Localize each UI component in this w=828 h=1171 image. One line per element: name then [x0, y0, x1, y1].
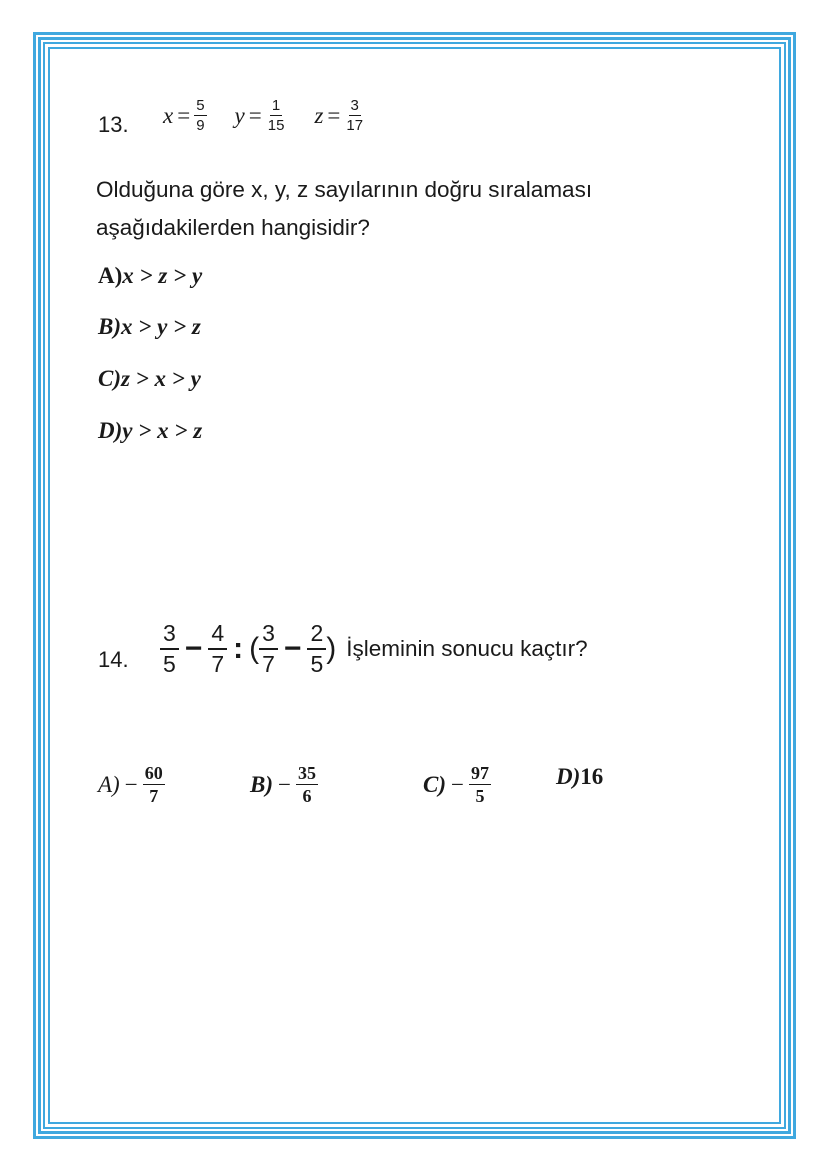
q13-var-x: x [163, 102, 174, 128]
q13-option-b[interactable]: B)x > y > z [98, 314, 201, 339]
q14-op-minus-1: − [184, 632, 203, 665]
q13-question-text: Olduğuna göre x, y, z sayılarının doğru sıralaması aşağıdakilerden hangisidir? [96, 177, 593, 240]
q14-expression [160, 622, 588, 676]
q13-frac-x: $\frac{5}{9}$ [196, 97, 205, 134]
q14-answer-d[interactable]: D) 16 [556, 764, 604, 789]
q14-answer-a[interactable]: A) − $\frac{60}{7}$ [98, 763, 163, 806]
q14-frac-3: $\frac{3}{7}$ [259, 622, 278, 676]
q13-option-d[interactable]: D)y > x > z [98, 418, 203, 443]
q14-op-divide: : [233, 632, 244, 665]
q14-question-text: İşleminin sonucu kaçtır? [346, 636, 588, 661]
q14-number: 14. [98, 647, 129, 672]
q14-answer-b[interactable]: B) − $\frac{35}{6}$ [250, 763, 316, 806]
q13-frac-z: $\frac{3}{17}$ [346, 97, 364, 134]
q14-frac-1: $\frac{3}{5}$ [160, 622, 179, 676]
q13-frac-y: $\frac{1}{15}$ [267, 97, 285, 134]
q14-op-minus-2: − [283, 632, 302, 665]
q14-frac-4: $\frac{2}{5}$ [307, 622, 326, 676]
q13-option-a[interactable]: A)x > z > y [98, 263, 203, 288]
q14-answer-c[interactable]: C) − $\frac{97}{5}$ [423, 763, 489, 806]
q13-definitions: x = $\frac{5}{9}$ y = $\frac{1}{15}$ z = $\frac{3}{17}$ [163, 97, 364, 134]
q14-open-paren: ( [249, 632, 260, 665]
q13-var-z: z [314, 102, 324, 128]
q13-var-y: y [234, 102, 245, 128]
q14-close-paren: ) [326, 632, 337, 665]
q13-option-c[interactable]: C)z > x > y [98, 366, 201, 391]
q14-frac-2: $\frac{4}{7}$ [208, 622, 227, 676]
q13-number: 13. [98, 112, 129, 137]
